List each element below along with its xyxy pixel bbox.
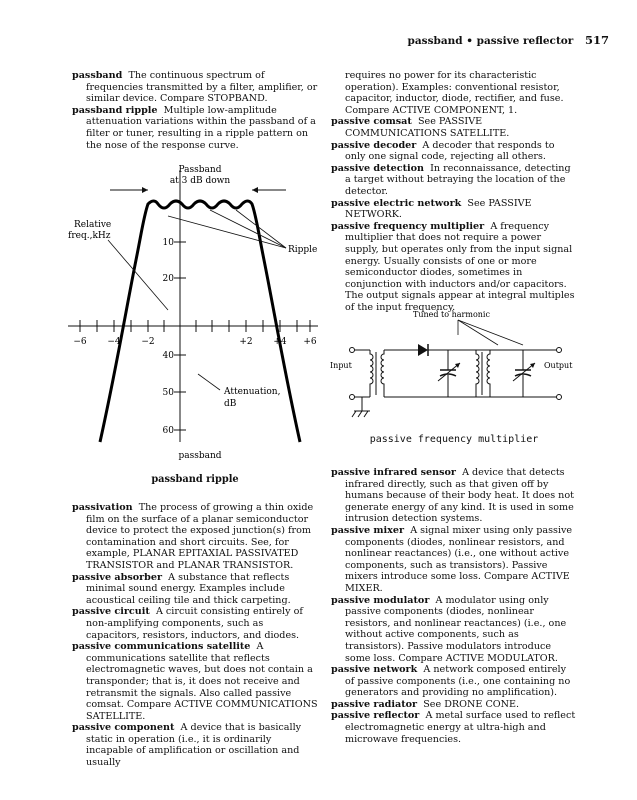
label-tuned: Tuned to harmonic — [413, 310, 490, 319]
left-bottom-column — [72, 502, 318, 769]
label-3db: at 3 dB down — [169, 176, 231, 186]
dictionary-entry — [72, 641, 318, 722]
dictionary-entry — [72, 70, 318, 105]
dictionary-entry — [331, 467, 577, 525]
entry-term: passive electric network — [331, 197, 462, 209]
entry-definition: The continuous spectrum of frequencies transmitted by a filter, amplifier, or similar device. Compare STOPBAND. — [86, 70, 318, 105]
dictionary-entry — [331, 198, 577, 221]
x-tick-label: +6 — [303, 337, 317, 347]
entry-term: passive reflector — [331, 710, 420, 722]
y-tick-label: 20 — [162, 274, 174, 284]
label-passband: Passband — [178, 165, 222, 175]
running-title: passband • passive reflector — [407, 35, 574, 47]
y-tick-label: 10 — [162, 238, 174, 248]
entry-term: passive infrared sensor — [331, 467, 456, 478]
entry-definition: A circuit consisting entirely of non-amplifying components, such as capacitors, resistors, inductors, and diodes. — [86, 606, 303, 641]
entry-term: passive comsat — [331, 116, 412, 128]
dictionary-entry — [72, 502, 318, 572]
dictionary-entry — [331, 710, 577, 745]
entry-definition: A network composed entirely of passive components (i.e., one containing no generators and providing no amplification). — [345, 664, 571, 699]
entry-definition: A substance that reflects minimal sound energy. Examples include acoustical ceiling tile and thick carpeting. — [86, 571, 291, 606]
entry-term: passband ripple — [72, 104, 158, 116]
entry-term: passive component — [72, 722, 175, 734]
y-tick-label: 50 — [162, 388, 174, 398]
x-tick-label: +2 — [239, 337, 253, 347]
dictionary-entry — [331, 140, 577, 163]
label-ripple: Ripple — [288, 245, 318, 255]
label-relative: Relative — [74, 220, 112, 230]
entry-definition: See PASSIVE COMMUNICATIONS SATELLITE. — [345, 116, 510, 139]
label-input: Input — [330, 361, 352, 370]
entry-definition: A frequency multiplier that does not require a power supply, but operates only from the input signal energy. Usually consists of one or more semiconductor diodes, sometimes in conjunction with inductors and/or capacitors. The output signals appear at integral multiples of the input frequency. — [345, 220, 575, 313]
frequency-multiplier-circuit — [328, 305, 583, 450]
label-passband-bottom: passband — [178, 451, 222, 461]
x-tick-label: −4 — [107, 337, 121, 347]
right-top-column — [331, 70, 577, 313]
dictionary-entry — [331, 664, 577, 699]
x-tick-label: −2 — [141, 337, 155, 347]
entry-definition: A communications satellite that reflects electromagnetic waves, but does not contain a transponder; that is, it does not receive and retransmit the signals. Also called passive comsat. Compare ACTIVE COMMUNICATIONS SATELLITE. — [86, 641, 318, 722]
x-tick-label: +4 — [273, 337, 287, 347]
entry-definition: See PASSIVE NETWORK. — [345, 197, 532, 221]
entry-definition: A metal surface used to reflect electromagnetic energy at ultra-high and microwave frequencies. — [345, 710, 576, 745]
entry-term: passive circuit — [72, 606, 150, 618]
page-header — [408, 33, 609, 47]
entry-term: passband — [72, 70, 123, 81]
left-top-column — [72, 70, 318, 151]
y-tick-label: 60 — [162, 426, 174, 436]
entry-term: passive mixer — [331, 524, 405, 536]
entry-term: passive absorber — [72, 571, 163, 583]
dictionary-entry — [331, 699, 577, 711]
entry-definition: requires no power for its characteristic operation). Examples: conventional resistor, capacitor, inductor, diode, rectifier, and fuse. Compare ACTIVE COMPONENT, 1. — [345, 70, 564, 116]
entry-term: passive network — [331, 664, 418, 676]
entry-definition: A signal mixer using only passive components (diodes, nonlinear resistors, and nonlinear reactances) (i.e., one without active components, such as transistors). Passive mixers introduce some loss. Compare ACTIVE MIXER. — [345, 524, 573, 594]
entry-term: passive detection — [331, 162, 425, 174]
right-bottom-column — [331, 467, 577, 745]
dictionary-entry — [331, 525, 577, 595]
dictionary-entry — [72, 606, 318, 641]
figure-caption: passband ripple — [151, 474, 239, 485]
entry-term: passivation — [72, 502, 133, 513]
page-number: 517 — [584, 33, 609, 47]
dictionary-entry — [331, 163, 577, 198]
dictionary-entry — [331, 595, 577, 665]
entry-definition: A modulator using only passive components (diodes, nonlinear resistors, and nonlinear reactances) (i.e., one without active components, such as transistors). Passive modulators introduce some loss. Compare ACTIVE MODULATOR. — [345, 594, 567, 664]
figure-caption: passive frequency multiplier — [369, 434, 539, 445]
entry-definition: Multiple low-amplitude attenuation variations within the passband of a filter or tuner, resulting in a ripple pattern on the nose of the response curve. — [86, 104, 316, 151]
passband-ripple-figure — [60, 160, 325, 465]
dictionary-entry — [72, 572, 318, 607]
entry-definition: The process of growing a thin oxide film on the surface of a planar semiconductor device to protect the exposed junction(s) from contamination and short circuits. See, for example, PLANAR EPITAXIAL PASSIVATED TRANSISTOR and PLANAR TRANSISTOR. — [86, 502, 314, 571]
label-attenuation: Attenuation, — [224, 387, 281, 397]
entry-term: passive modulator — [331, 594, 430, 606]
dictionary-entry — [72, 105, 318, 151]
entry-definition: A decoder that responds to only one signal code, rejecting all others. — [345, 139, 555, 163]
entry-term: passive communications satellite — [72, 641, 251, 653]
x-tick-label: −6 — [73, 337, 87, 347]
y-tick-label: 40 — [162, 351, 174, 361]
entry-term: passive radiator — [331, 698, 418, 710]
label-db: dB — [224, 399, 237, 409]
entry-term: passive decoder — [331, 139, 417, 151]
entry-definition: See DRONE CONE. — [423, 698, 520, 710]
entry-definition: In reconnaissance, detecting a target without betraying the location of the detector. — [345, 162, 571, 197]
label-output: Output — [544, 361, 573, 370]
entry-definition: A device that detects infrared directly, such as that given off by humans because of their body heat. It does not generate energy of any kind. It is used in some intrusion detection systems. — [345, 467, 574, 525]
dictionary-entry-continued — [331, 70, 577, 116]
label-freq: freq.,kHz — [68, 231, 111, 241]
entry-definition: A device that is basically static in operation (i.e., it is ordinarily incapable of amplification or oscillation and usually — [86, 722, 302, 769]
entry-term: passive frequency multiplier — [331, 220, 485, 232]
dictionary-entry — [72, 722, 318, 768]
dictionary-entry — [331, 116, 577, 139]
dictionary-entry — [331, 221, 577, 314]
